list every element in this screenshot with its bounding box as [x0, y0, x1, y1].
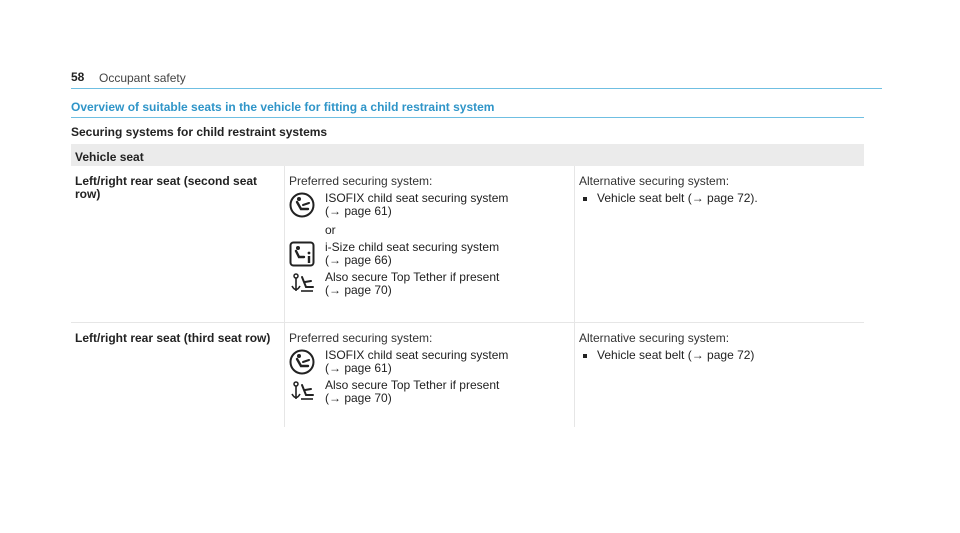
- table-column-header: Vehicle seat: [71, 144, 864, 166]
- isofix-icon: [289, 349, 315, 375]
- item-text: ISOFIX child seat securing system: [325, 191, 509, 205]
- bullet-text: Vehicle seat belt (→ page 72): [597, 348, 755, 362]
- i-size-icon: [289, 241, 315, 267]
- page-reference: (→ page 61): [325, 361, 392, 375]
- or-text: or: [325, 223, 336, 237]
- header-rule: [71, 88, 882, 89]
- preferred-label: Preferred securing system:: [289, 174, 433, 188]
- item-text: Also secure Top Tether if present: [325, 378, 500, 392]
- page-number: 58: [71, 70, 85, 84]
- top-tether-icon: [289, 271, 315, 297]
- section-rule: [71, 117, 864, 118]
- alternative-label: Alternative securing system:: [579, 331, 730, 345]
- subsection-title: Securing systems for child restraint systems: [71, 125, 328, 139]
- seat-cell: Left/right rear seat (second seat row): [75, 174, 258, 201]
- page-reference: (→ page 61): [325, 204, 392, 218]
- preferred-cell: [284, 323, 574, 427]
- bullet-icon: [583, 354, 587, 358]
- alternative-cell: [574, 323, 864, 427]
- alternative-label: Alternative securing system:: [579, 174, 730, 188]
- preferred-cell: [284, 166, 574, 322]
- table-row: [71, 166, 864, 323]
- list-item: [289, 349, 570, 375]
- page-reference: (→ page 66): [325, 253, 392, 267]
- list-item: [289, 192, 570, 218]
- bullet-text: Vehicle seat belt (→ page 72).: [597, 191, 758, 205]
- section-title: Overview of suitable seats in the vehicle for fitting a child restraint system: [71, 100, 495, 114]
- item-text: Also secure Top Tether if present: [325, 270, 500, 284]
- securing-systems-table: [71, 144, 864, 427]
- item-text: i-Size child seat securing system: [325, 240, 500, 254]
- table-row: [71, 323, 864, 427]
- alternative-cell: [574, 166, 864, 322]
- list-item: [289, 271, 570, 297]
- list-item: [289, 379, 570, 405]
- list-item: [579, 192, 860, 205]
- item-text: ISOFIX child seat securing system: [325, 348, 509, 362]
- page-reference: (→ page 70): [325, 283, 392, 297]
- isofix-icon: [289, 192, 315, 218]
- preferred-label: Preferred securing system:: [289, 331, 433, 345]
- bullet-icon: [583, 197, 587, 201]
- seat-cell: Left/right rear seat (third seat row): [75, 331, 271, 345]
- list-item: [289, 241, 570, 267]
- page-reference: (→ page 70): [325, 391, 392, 405]
- list-item: [579, 349, 860, 362]
- page-heading: Occupant safety: [99, 71, 186, 85]
- top-tether-icon: [289, 379, 315, 405]
